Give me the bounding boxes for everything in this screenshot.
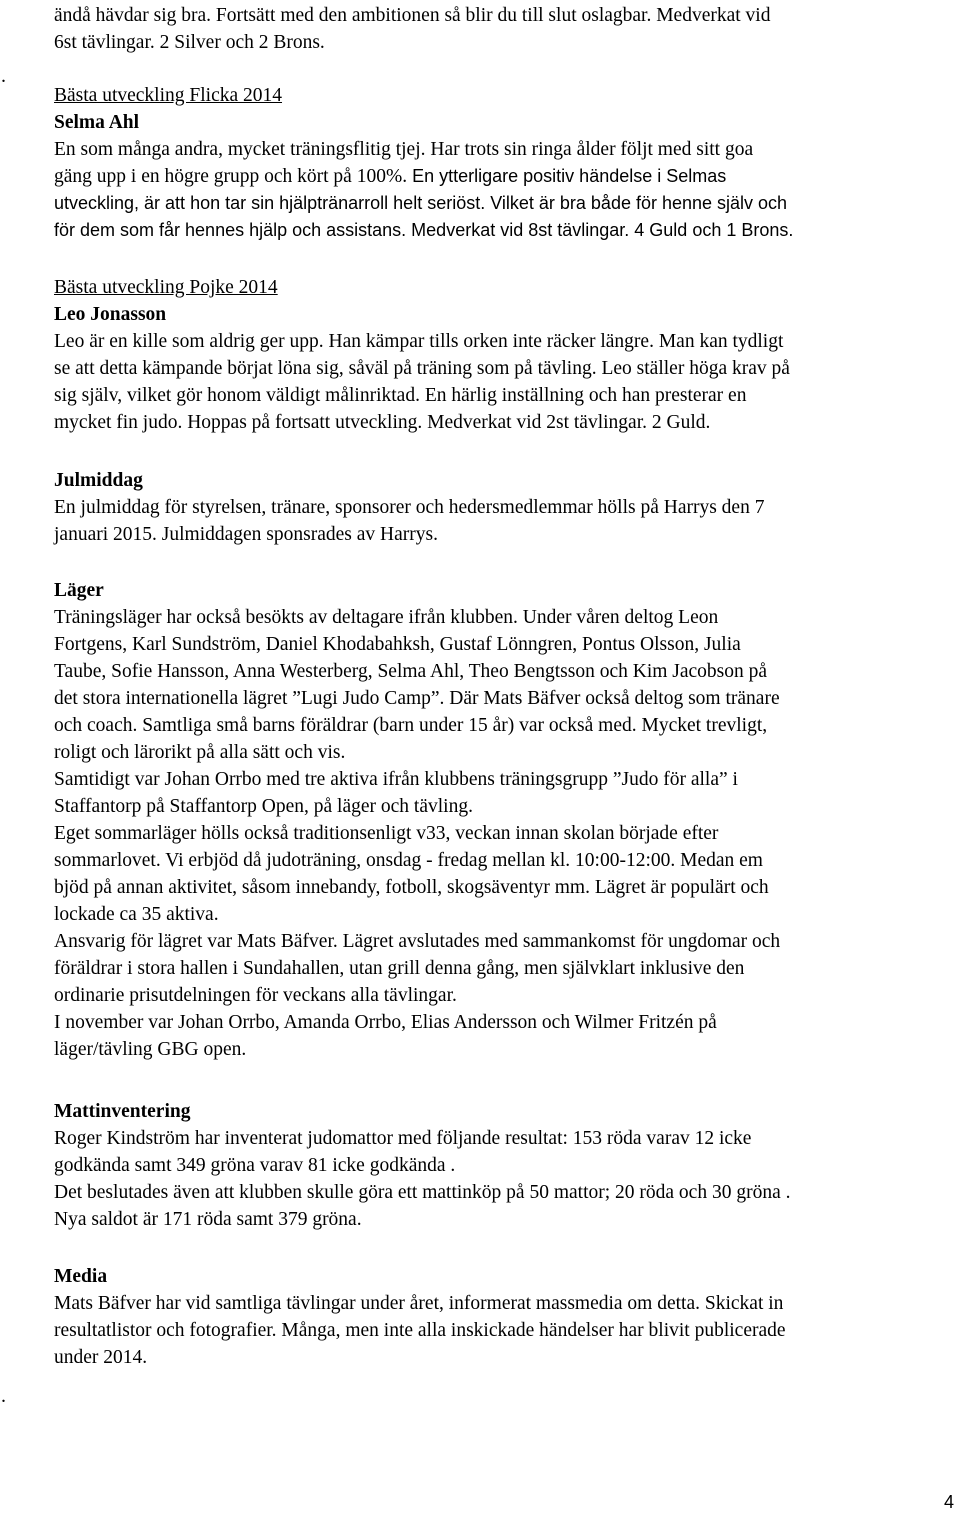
text-fragment: gäng upp i en högre grupp och kört på 100%. [54, 166, 408, 187]
section-heading: Bästa utveckling Flicka 2014 [54, 85, 283, 106]
award-name: Selma Ahl [54, 112, 140, 133]
text-line: resultatlistor och fotografier. Många, men inte alla inskickade händelser har blivit publicerade [54, 1320, 786, 1341]
text-line: Eget sommarläger hölls också traditionsenligt v33, veckan innan skolan började efter [54, 823, 719, 844]
media-section [54, 1263, 954, 1371]
lager-section [54, 577, 954, 1063]
text-line: sommarlovet. Vi erbjöd då judoträning, onsdag - fredag mellan kl. 10:00-12:00. Medan em [54, 850, 763, 871]
section-heading: Mattinventering [54, 1101, 191, 1122]
text-line: läger/tävling GBG open. [54, 1039, 247, 1060]
text-line: under 2014. [54, 1347, 148, 1368]
text-line: Nya saldot är 171 röda samt 379 gröna. [54, 1209, 362, 1230]
text-line: och coach. Samtliga små barns föräldrar (barn under 15 år) var också med. Mycket trevligt, [54, 715, 768, 736]
text-line: ändå hävdar sig bra. Fortsätt med den ambitionen så blir du till slut oslagbar. Medverkat vid [54, 5, 771, 26]
text-line: se att detta kämpande börjat löna sig, såväl på träning som på tävling. Leo ställer höga krav på [54, 358, 790, 379]
text-line: En som många andra, mycket träningsflitig tjej. Har trots sin ringa ålder följt med sitt goa [54, 139, 754, 160]
award-name: Leo Jonasson [54, 304, 167, 325]
text-line: I november var Johan Orrbo, Amanda Orrbo, Elias Andersson och Wilmer Fritzén på [54, 1012, 717, 1033]
text-line: januari 2015. Julmiddagen sponsrades av Harrys. [54, 524, 438, 545]
section-heading: Julmiddag [54, 470, 143, 491]
text-line: det stora internationella lägret ”Lugi Judo Camp”. Där Mats Bäfver också deltog som tränare [54, 688, 780, 709]
text-line: bjöd på annan aktivitet, såsom innebandy, fotboll, skogsäventyr mm. Lägret är populärt och [54, 877, 769, 898]
mattinventering-section [54, 1098, 954, 1233]
text-line: En julmiddag för styrelsen, tränare, sponsorer och hedersmedlemmar hölls på Harrys den 7 [54, 497, 765, 518]
text-line: sig själv, vilket gör honom väldigt målinriktad. En härlig inställning och han presterar en [54, 385, 747, 406]
julmiddag-section [54, 467, 954, 548]
text-line: Ansvarig för lägret var Mats Bäfver. Lägret avslutades med sammankomst för ungdomar och [54, 931, 781, 952]
text-line: Det beslutades även att klubben skulle göra ett mattinköp på 50 mattor; 20 röda och 30 gröna . [54, 1182, 791, 1203]
margin-dot: . [1, 65, 6, 87]
text-line: föräldrar i stora hallen i Sundahallen, utan grill denna gång, men självklart inklusive den [54, 958, 745, 979]
text-line: ordinarie prisutdelningen för veckans alla tävlingar. [54, 985, 457, 1006]
section-heading: Läger [54, 580, 104, 601]
text-fragment: En ytterligare positiv händelse i Selmas [412, 166, 727, 186]
intro-paragraph [54, 2, 954, 56]
text-line: Leo är en kille som aldrig ger upp. Han kämpar tills orken inte räcker längre. Man kan tydligt [54, 331, 784, 352]
text-line: 6st tävlingar. 2 Silver och 2 Brons. [54, 32, 325, 53]
text-line [54, 163, 954, 190]
text-line: Träningsläger har också besökts av deltagare ifrån klubben. Under våren deltog Leon [54, 607, 719, 628]
page-number: 4 [943, 1492, 954, 1512]
boy-award-section [54, 274, 954, 436]
text-line: utveckling, är att hon tar sin hjälptränarroll helt seriöst. Vilket är bra både för henne själv och [54, 193, 788, 213]
margin-dot: . [1, 1385, 6, 1407]
text-line: Fortgens, Karl Sundström, Daniel Khodabahksh, Gustaf Lönngren, Pontus Olsson, Julia [54, 634, 741, 655]
section-heading: Bästa utveckling Pojke 2014 [54, 277, 278, 298]
text-line: för dem som får hennes hjälp och assistans. Medverkat vid 8st tävlingar. 4 Guld och 1 Brons. [54, 220, 794, 240]
text-line: mycket fin judo. Hoppas på fortsatt utveckling. Medverkat vid 2st tävlingar. 2 Guld. [54, 412, 711, 433]
text-line: Roger Kindström har inventerat judomattor med följande resultat: 153 röda varav 12 icke [54, 1128, 752, 1149]
text-line: godkända samt 349 gröna varav 81 icke godkända . [54, 1155, 456, 1176]
text-line: Mats Bäfver har vid samtliga tävlingar under året, informerat massmedia om detta. Skickat in [54, 1293, 784, 1314]
text-line: roligt och lärorikt på alla sätt och vis. [54, 742, 346, 763]
text-line: Staffantorp på Staffantorp Open, på läger och tävling. [54, 796, 473, 817]
girl-award-sans-text [54, 163, 954, 244]
text-line: Taube, Sofie Hansson, Anna Westerberg, Selma Ahl, Theo Bengtsson och Kim Jacobson på [54, 661, 768, 682]
text-line: lockade ca 35 aktiva. [54, 904, 219, 925]
text-line: Samtidigt var Johan Orrbo med tre aktiva ifrån klubbens träningsgrupp ”Judo för alla” i [54, 769, 738, 790]
section-heading: Media [54, 1266, 108, 1287]
